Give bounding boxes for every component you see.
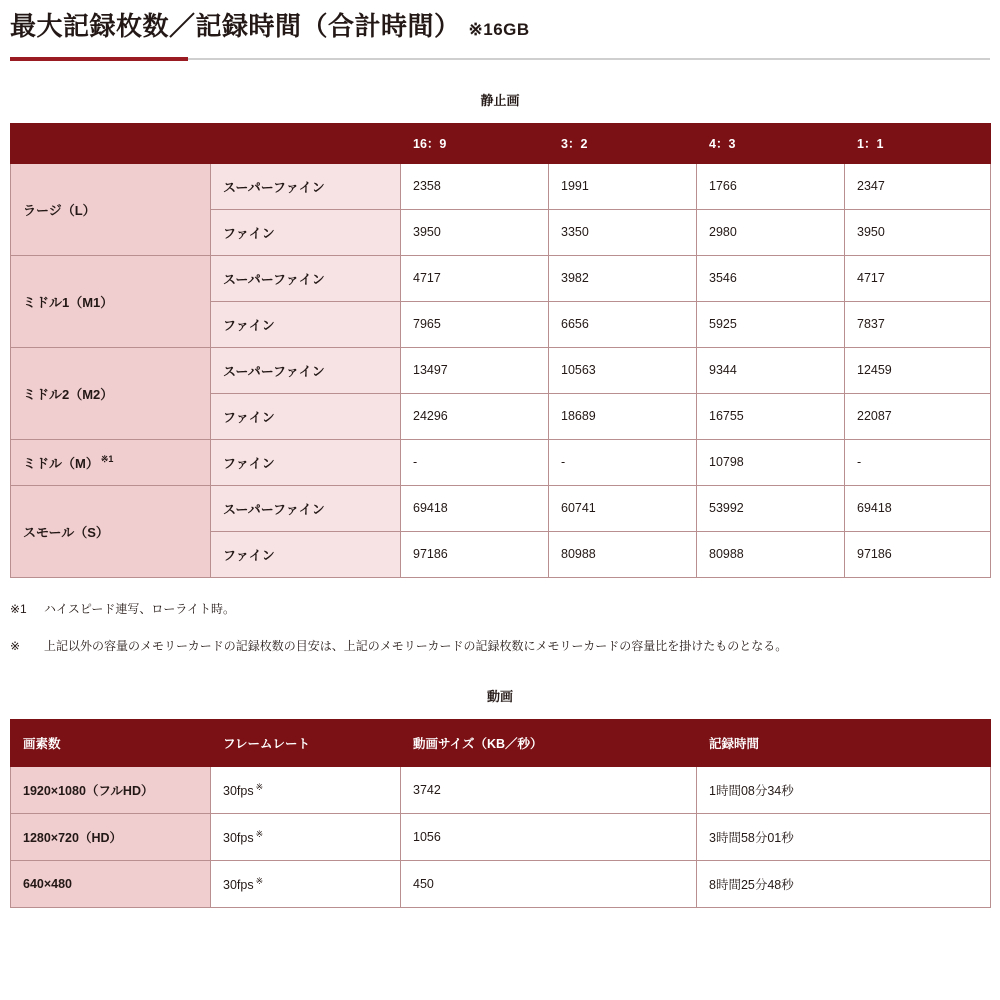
still-category-middle-label: ミドル（M）: [23, 455, 99, 471]
heading-divider: [10, 58, 990, 60]
still-quality-fine: ファイン: [211, 393, 401, 439]
page-title: [10, 10, 990, 44]
still-section-label: 静止画: [480, 92, 520, 108]
footnote-1-mark: ※1: [10, 601, 27, 616]
still-value: 13497: [401, 347, 549, 393]
still-value: -: [845, 439, 991, 485]
still-value: 60741: [549, 485, 697, 531]
still-value: 69418: [401, 485, 549, 531]
still-value: 5925: [697, 301, 845, 347]
table-row: [11, 767, 991, 814]
movie-pixels: 1920×1080（フルHD）: [11, 767, 211, 814]
page-header: [0, 0, 1000, 60]
still-quality-fine: ファイン: [211, 531, 401, 577]
movie-time: 3時間58分01秒: [697, 814, 991, 861]
movie-size: 1056: [401, 814, 697, 861]
movie-size: 3742: [401, 767, 697, 814]
still-value: 7837: [845, 301, 991, 347]
still-value: 2358: [401, 163, 549, 209]
footnote-2-mark: ※: [10, 638, 21, 653]
still-value: 3350: [549, 209, 697, 255]
still-value: 18689: [549, 393, 697, 439]
still-value: 9344: [697, 347, 845, 393]
still-value: 4717: [845, 255, 991, 301]
still-category-large: ラージ（L）: [11, 163, 211, 255]
still-quality-fine: ファイン: [211, 301, 401, 347]
still-value: 69418: [845, 485, 991, 531]
still-header-4-3: 4：3: [697, 123, 845, 163]
still-value: 1991: [549, 163, 697, 209]
still-value: 12459: [845, 347, 991, 393]
page-title-note: ※16GB: [468, 20, 530, 39]
still-value: 80988: [697, 531, 845, 577]
still-value: 2347: [845, 163, 991, 209]
still-header-16-9: 16：9: [401, 123, 549, 163]
movie-framerate-footnote: ※: [255, 829, 264, 840]
still-quality-superfine: スーパーファイン: [211, 485, 401, 531]
still-category-small: スモール（S）: [11, 485, 211, 577]
table-row: [11, 255, 991, 301]
still-value: 1766: [697, 163, 845, 209]
movie-table: [10, 719, 991, 908]
still-value: 24296: [401, 393, 549, 439]
movie-framerate-value: 30fps: [223, 878, 254, 893]
still-category-middle1: ミドル1（M1）: [11, 255, 211, 347]
footnote-1-text: ハイスピード連写、ローライト時。: [44, 601, 236, 616]
movie-pixels: 640×480: [11, 861, 211, 908]
movie-table-header-row: [11, 720, 991, 767]
movie-framerate-footnote: ※: [255, 876, 264, 887]
still-image-table: [10, 123, 991, 578]
still-table-header-row: [11, 123, 991, 163]
still-value: 6656: [549, 301, 697, 347]
still-value: 3546: [697, 255, 845, 301]
still-value: 7965: [401, 301, 549, 347]
still-value: 97186: [401, 531, 549, 577]
still-value: 2980: [697, 209, 845, 255]
still-value: -: [401, 439, 549, 485]
still-header-1-1: 1：1: [845, 123, 991, 163]
footnote-1: [10, 600, 990, 619]
still-value: 53992: [697, 485, 845, 531]
movie-framerate-value: 30fps: [223, 784, 254, 799]
still-quality-fine: ファイン: [211, 209, 401, 255]
movie-framerate: [211, 814, 401, 861]
still-value: 3950: [845, 209, 991, 255]
table-row: [11, 861, 991, 908]
movie-framerate-value: 30fps: [223, 831, 254, 846]
movie-pixels: 1280×720（HD）: [11, 814, 211, 861]
still-value: -: [549, 439, 697, 485]
table-row: [11, 163, 991, 209]
still-quality-fine: ファイン: [211, 439, 401, 485]
still-category-middle-footnote: ※1: [100, 454, 114, 465]
still-value: 4717: [401, 255, 549, 301]
movie-time: 1時間08分34秒: [697, 767, 991, 814]
movie-time: 8時間25分48秒: [697, 861, 991, 908]
still-header-blank-1: [11, 123, 211, 163]
page-title-text: 最大記録枚数／記録時間（合計時間）: [10, 11, 461, 41]
movie-header-pixels: 画素数: [11, 720, 211, 767]
bottom-spacer: [0, 908, 1000, 960]
movie-header-framerate: フレームレート: [211, 720, 401, 767]
still-value: 3950: [401, 209, 549, 255]
movie-framerate: [211, 767, 401, 814]
still-header-blank-2: [211, 123, 401, 163]
table-row: [11, 814, 991, 861]
still-quality-superfine: スーパーファイン: [211, 163, 401, 209]
still-value: 80988: [549, 531, 697, 577]
footnotes: [10, 600, 990, 656]
still-value: 97186: [845, 531, 991, 577]
still-value: 3982: [549, 255, 697, 301]
movie-header-size: 動画サイズ（KB／秒）: [401, 720, 697, 767]
movie-size: 450: [401, 861, 697, 908]
still-value: 16755: [697, 393, 845, 439]
still-category-middle2: ミドル2（M2）: [11, 347, 211, 439]
still-category-middle: [11, 439, 211, 485]
footnote-2: [10, 637, 990, 656]
movie-framerate: [211, 861, 401, 908]
table-row: [11, 347, 991, 393]
footnote-2-text: 上記以外の容量のメモリーカードの記録枚数の目安は、上記のメモリーカードの記録枚数にメモリーカードの容量比を掛けたものとなる。: [44, 638, 788, 653]
still-header-3-2: 3：2: [549, 123, 697, 163]
table-row: [11, 485, 991, 531]
still-value: 10563: [549, 347, 697, 393]
movie-header-time: 記録時間: [697, 720, 991, 767]
table-row: [11, 439, 991, 485]
movie-framerate-footnote: ※: [255, 782, 264, 793]
still-quality-superfine: スーパーファイン: [211, 347, 401, 393]
still-quality-superfine: スーパーファイン: [211, 255, 401, 301]
still-value: 10798: [697, 439, 845, 485]
still-value: 22087: [845, 393, 991, 439]
movie-section-label: 動画: [486, 689, 513, 705]
